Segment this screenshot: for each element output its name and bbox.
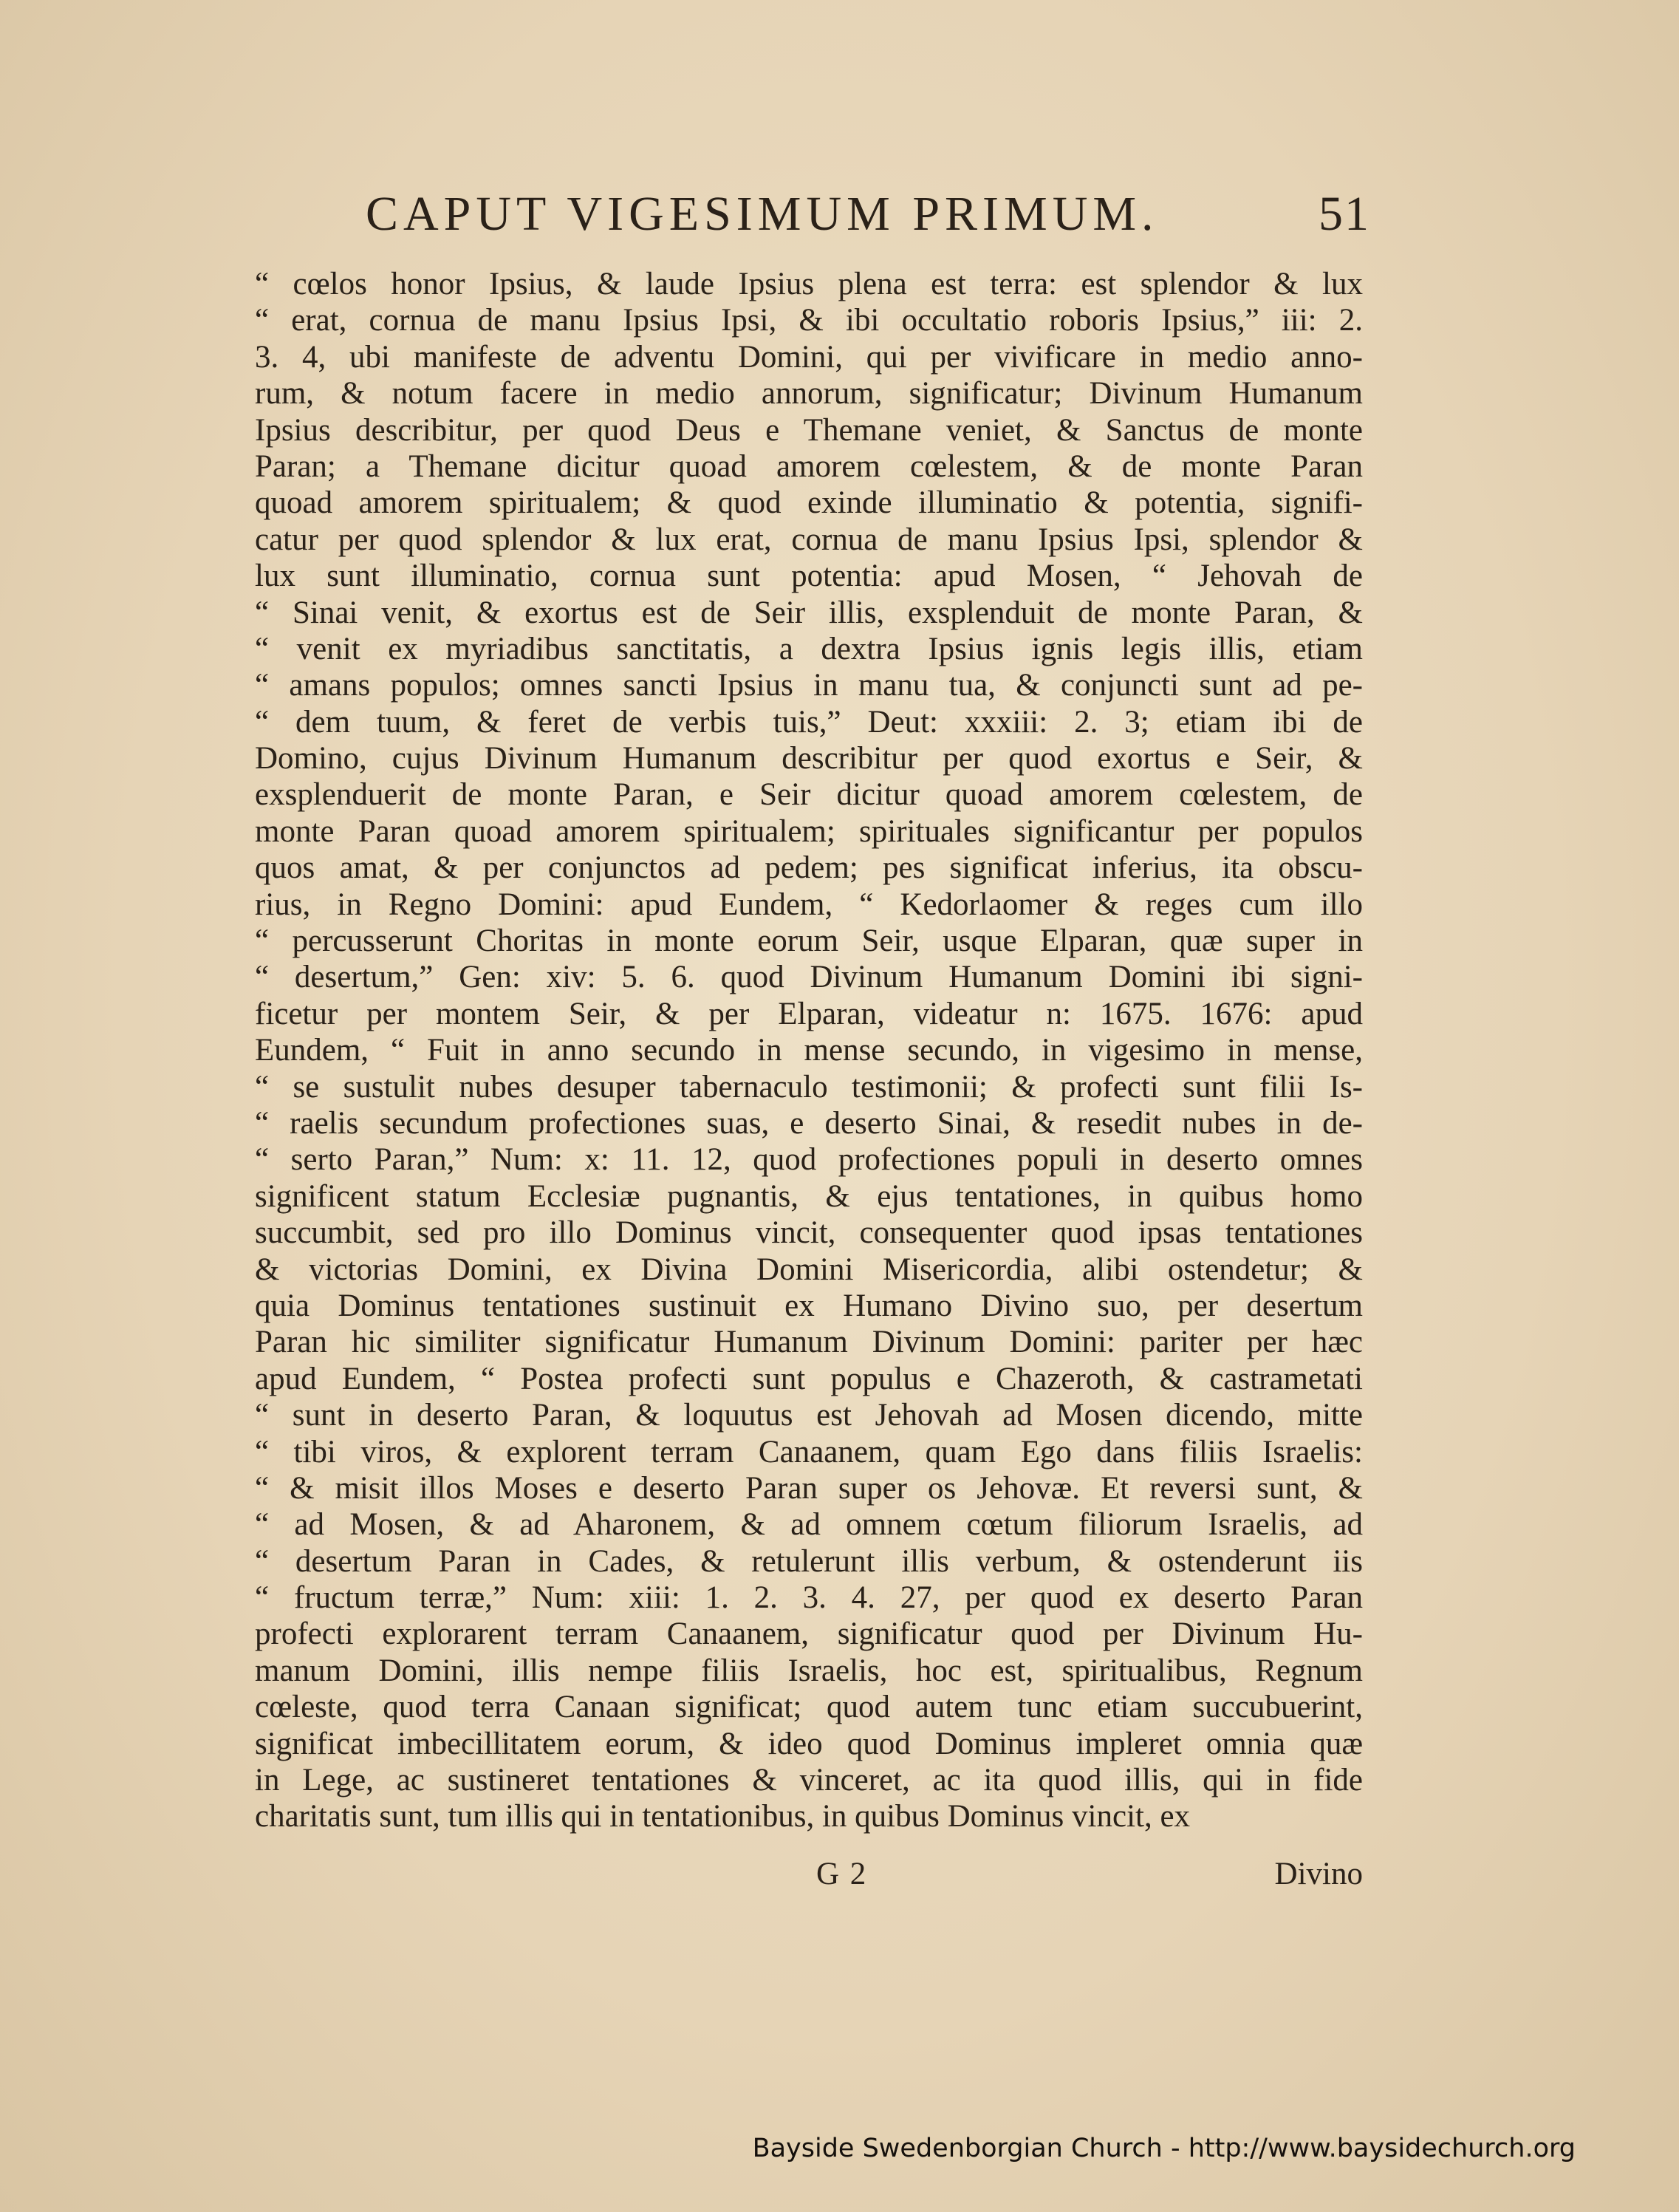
text-line: “ fructum terræ,” Num: xiii: 1. 2. 3. 4. 27, per quod ex deserto Paran: [255, 1580, 1363, 1616]
text-line: quoad amorem spiritualem; & quod exinde illuminatio & potentia, signifi-: [255, 485, 1363, 521]
text-line: succumbit, sed pro illo Dominus vincit, consequenter quod ipsas tentationes: [255, 1215, 1363, 1251]
text-line: in Lege, ac sustineret tentationes & vinceret, ac ita quod illis, qui in fide: [255, 1763, 1363, 1798]
text-line: manum Domini, illis nempe filiis Israelis, hoc est, spiritualibus, Regnum: [255, 1653, 1363, 1688]
text-line: “ erat, cornua de manu Ipsius Ipsi, & ibi occultatio roboris Ipsius,” iii: 2.: [255, 303, 1363, 338]
text-line: “ dem tuum, & feret de verbis tuis,” Deut: xxxiii: 2. 3; etiam ibi de: [255, 704, 1363, 740]
text-line: “ ad Mosen, & ad Aharonem, & ad omnem cœtum filiorum Israelis, ad: [255, 1507, 1363, 1543]
text-line: Domino, cujus Divinum Humanum describitur per quod exortus e Seir, &: [255, 741, 1363, 776]
text-line: significent statum Ecclesiæ pugnantis, & ejus tentationes, in quibus homo: [255, 1178, 1363, 1214]
text-line: “ cœlos honor Ipsius, & laude Ipsius plena est terra: est splendor & lux: [255, 267, 1363, 301]
text-line: quos amat, & per conjunctos ad pedem; pes significat inferius, ita obscu-: [255, 850, 1363, 886]
text-line: catur per quod splendor & lux erat, cornua de manu Ipsius Ipsi, splendor &: [255, 522, 1363, 557]
text-line: rius, in Regno Domini: apud Eundem, “ Kedorlaomer & reges cum illo: [255, 887, 1363, 922]
text-line: exsplenduerit de monte Paran, e Seir dicitur quoad amorem cœlestem, de: [255, 777, 1363, 813]
text-line: 3. 4, ubi manifeste de adventu Domini, qui per vivificare in medio anno-: [255, 339, 1363, 375]
text-line: Paran hic similiter significatur Humanum Divinum Domini: pariter per hæc: [255, 1325, 1363, 1360]
text-line: “ raelis secundum profectiones suas, e deserto Sinai, & resedit nubes in de-: [255, 1105, 1363, 1141]
text-line: “ Sinai venit, & exortus est de Seir illis, exsplenduit de monte Paran, &: [255, 595, 1363, 630]
watermark-text: Bayside Swedenborgian Church - http://www.baysidechurch.org: [752, 2134, 1576, 2163]
text-line: “ percusserunt Choritas in monte eorum Seir, usque Elparan, quæ super in: [255, 924, 1363, 959]
text-line: Eundem, “ Fuit in anno secundo in mense secundo, in vigesimo in mense,: [255, 1033, 1363, 1068]
text-line: lux sunt illuminatio, cornua sunt potentia: apud Mosen, “ Jehovah de: [255, 559, 1363, 594]
text-line: rum, & notum facere in medio annorum, significatur; Divinum Humanum: [255, 376, 1363, 412]
text-line: monte Paran quoad amorem spiritualem; spirituales significantur per populos: [255, 813, 1363, 849]
text-line: “ desertum Paran in Cades, & retulerunt illis verbum, & ostenderunt iis: [255, 1543, 1363, 1579]
text-line: cœleste, quod terra Canaan significat; quod autem tunc etiam succubuerint,: [255, 1690, 1363, 1725]
text-line: apud Eundem, “ Postea profecti sunt populus e Chazeroth, & castrametati: [255, 1361, 1363, 1396]
text-line: profecti explorarent terram Canaanem, significatur quod per Divinum Hu-: [255, 1617, 1363, 1652]
running-head: [366, 185, 1370, 244]
text-line: “ venit ex myriadibus sanctitatis, a dextra Ipsius ignis legis illis, etiam: [255, 631, 1363, 666]
text-line: “ desertum,” Gen: xiv: 5. 6. quod Divinum Humanum Domini ibi signi-: [255, 960, 1363, 995]
text-line: “ & misit illos Moses e deserto Paran super os Jehovæ. Et reversi sunt, &: [255, 1470, 1363, 1506]
signature-mark: G 2: [816, 1857, 868, 1891]
text-line: & victorias Domini, ex Divina Domini Misericordia, alibi ostendetur; &: [255, 1252, 1363, 1287]
text-line: “ serto Paran,” Num: x: 11. 12, quod profectiones populi in deserto omnes: [255, 1142, 1363, 1178]
text-line: “ tibi viros, & explorent terram Canaanem, quam Ego dans filiis Israelis:: [255, 1434, 1363, 1469]
body-text: [255, 266, 1363, 1835]
text-line: quia Dominus tentationes sustinuit ex Humano Divino suo, per desertum: [255, 1288, 1363, 1323]
page-number: 51: [1319, 187, 1370, 241]
text-line: ficetur per montem Seir, & per Elparan, videatur n: 1675. 1676: apud: [255, 996, 1363, 1031]
text-line: Paran; a Themane dicitur quoad amorem cœlestem, & de monte Paran: [255, 448, 1363, 484]
text-line: “ se sustulit nubes desuper tabernaculo testimonii; & profecti sunt filii Is-: [255, 1069, 1363, 1105]
text-line: charitatis sunt, tum illis qui in tentationibus, in quibus Dominus vincit, ex: [255, 1799, 1191, 1834]
text-line: “ sunt in deserto Paran, & loquutus est Jehovah ad Mosen dicendo, mitte: [255, 1398, 1363, 1433]
text-line: Ipsius describitur, per quod Deus e Themane veniet, & Sanctus de monte: [255, 412, 1363, 448]
running-title: CAPUT VIGESIMUM PRIMUM.: [366, 187, 1159, 241]
text-line: significat imbecillitatem eorum, & ideo quod Dominus impleret omnia quæ: [255, 1726, 1363, 1761]
catchword: Divino: [1274, 1857, 1363, 1891]
text-line: “ amans populos; omnes sancti Ipsius in manu tua, & conjuncti sunt ad pe-: [255, 668, 1363, 703]
page-footer: [255, 1856, 1363, 1893]
